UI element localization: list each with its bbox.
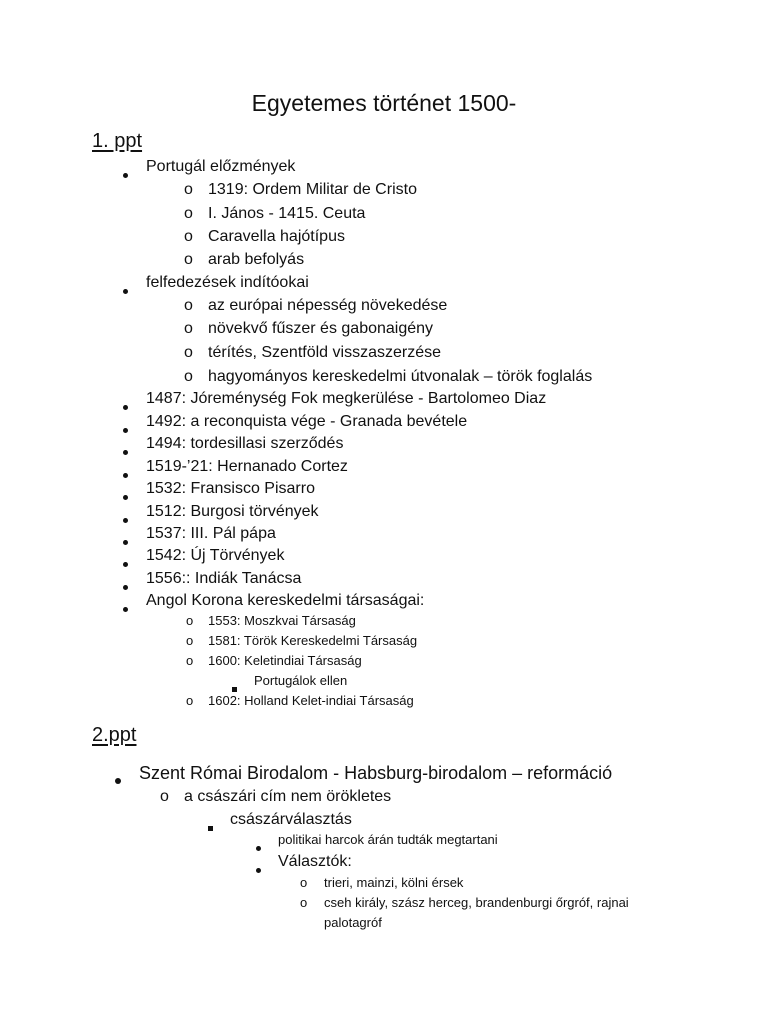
list-item-text: 1319: Ordem Militar de Cristo <box>208 181 417 198</box>
bullet-icon <box>123 487 128 505</box>
bullet-icon <box>123 599 128 617</box>
list-item-text: Szent Római Birodalom - Habsburg-birodalom – reformáció <box>139 763 613 783</box>
bullet-icon <box>123 577 128 595</box>
list-item-text: 1553: Moszkvai Társaság <box>208 613 356 628</box>
list-item-text: hagyományos kereskedelmi útvonalak – török foglalás <box>208 368 593 385</box>
list-item-text: növekvő fűszer és gabonaigény <box>208 320 434 337</box>
list-item-text: az európai népesség növekedése <box>208 297 448 314</box>
sub-bullet-icon: o <box>160 788 169 805</box>
bullet-icon <box>115 771 121 789</box>
bullet-icon <box>123 465 128 483</box>
list-item-text: császárválasztás <box>230 811 352 828</box>
list-item-text: I. János - 1415. Ceuta <box>208 205 366 222</box>
sub-bullet-icon: o <box>300 875 308 890</box>
bullet-icon <box>123 165 128 183</box>
bullet-icon <box>123 442 128 460</box>
list-item-text: Caravella hajótípus <box>208 228 345 245</box>
sub-bullet-icon: o <box>184 344 193 361</box>
list-item-text: a császári cím nem örökletes <box>184 788 392 805</box>
list-item-text: 1487: Jóreménység Fok megkerülése - Bartolomeo Diaz <box>146 390 547 407</box>
square-bullet-icon <box>208 818 213 836</box>
document-title: Egyetemes történet 1500- <box>251 90 517 116</box>
list-item-text: 1519-’21: Hernanado Cortez <box>146 458 348 475</box>
bullet-icon <box>123 554 128 572</box>
list-item-text: felfedezések indítóokai <box>146 274 309 291</box>
sub-bullet-icon: o <box>184 228 193 245</box>
list-item-text: trieri, mainzi, kölni érsek <box>324 875 464 890</box>
list-item-text: politikai harcok árán tudták megtartani <box>278 832 498 847</box>
sub-bullet-icon: o <box>186 653 194 668</box>
sub-bullet-icon: o <box>184 205 193 222</box>
list-item-text: palotagróf <box>324 915 382 930</box>
bullet-icon <box>123 420 128 438</box>
sub-bullet-icon: o <box>184 181 193 198</box>
sub-bullet-icon: o <box>184 297 193 314</box>
sub-bullet-icon: o <box>184 368 193 385</box>
bullet-icon <box>256 860 261 878</box>
list-item-text: cseh király, szász herceg, brandenburgi őrgróf, rajnai <box>324 895 629 910</box>
list-item-text: Portugálok ellen <box>254 673 348 688</box>
sub-bullet-icon: o <box>186 693 194 708</box>
list-item-text: Választók: <box>278 853 352 870</box>
list-item-text: 1600: Keletindiai Társaság <box>208 653 362 668</box>
section-heading-1: 1. ppt <box>92 130 143 152</box>
list-item-text: 1537: III. Pál pápa <box>146 525 276 542</box>
sub-bullet-icon: o <box>186 613 194 628</box>
list-item-text: 1532: Fransisco Pisarro <box>146 480 315 497</box>
sub-bullet-icon: o <box>186 633 194 648</box>
sub-bullet-icon: o <box>300 895 308 910</box>
bullet-icon <box>123 510 128 528</box>
sub-bullet-icon: o <box>184 320 193 337</box>
bullet-icon <box>123 532 128 550</box>
section-heading-2: 2.ppt <box>92 724 137 746</box>
list-item-text: arab befolyás <box>208 251 305 268</box>
list-item-text: 1512: Burgosi törvények <box>146 503 319 520</box>
list-item-text: Angol Korona kereskedelmi társaságai: <box>146 592 425 609</box>
list-item-text: 1581: Török Kereskedelmi Társaság <box>208 633 418 648</box>
list-item-text: 1542: Új Törvények <box>146 547 285 564</box>
bullet-icon <box>123 397 128 415</box>
bullet-icon <box>256 838 261 856</box>
sub-bullet-icon: o <box>184 251 193 268</box>
list-item-text: 1602: Holland Kelet-indiai Társaság <box>208 693 414 708</box>
list-item-text: Portugál előzmények <box>146 158 296 175</box>
list-item-text: 1492: a reconquista vége - Granada bevétele <box>146 413 468 430</box>
list-item-text: térítés, Szentföld visszaszerzése <box>208 344 441 361</box>
bullet-icon <box>123 281 128 299</box>
list-item-text: 1494: tordesillasi szerződés <box>146 435 344 452</box>
list-item-text: 1556:: Indiák Tanácsa <box>146 570 302 587</box>
